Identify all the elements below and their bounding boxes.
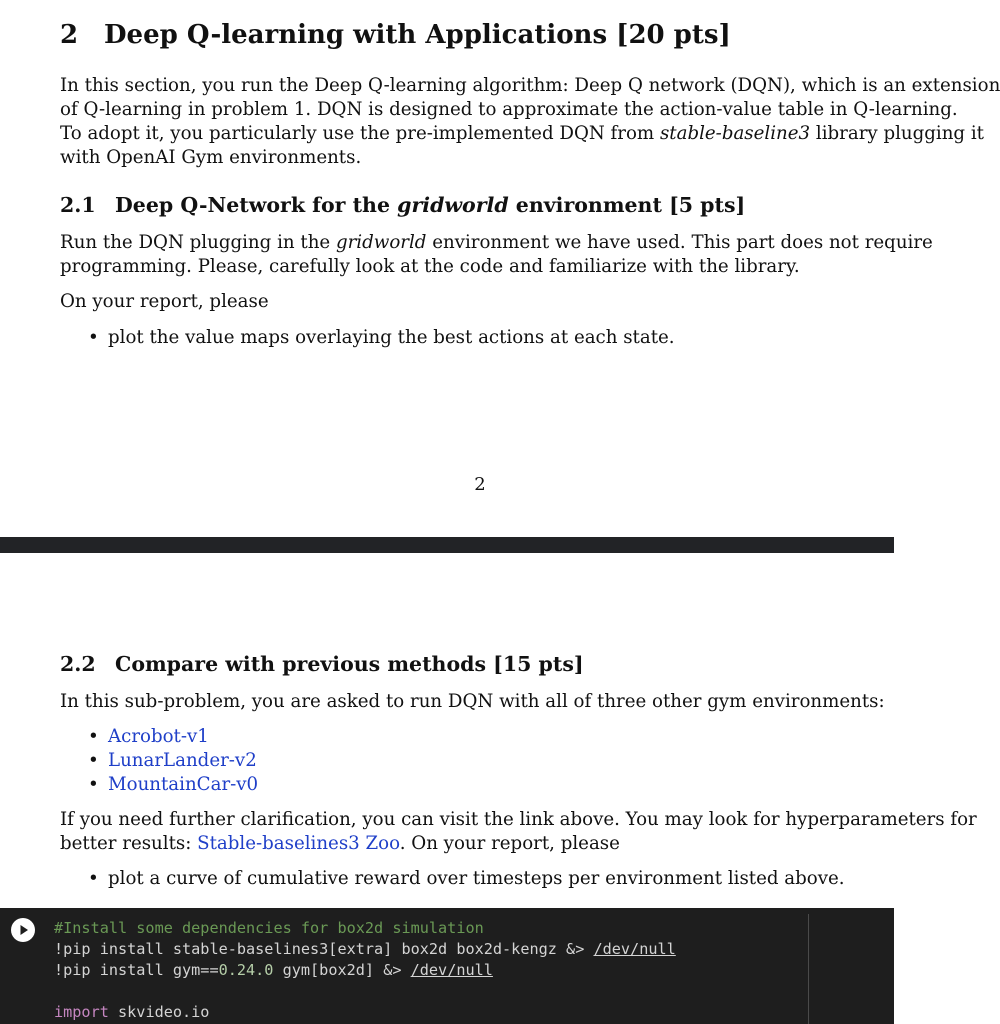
list-item-text: plot a curve of cumulative reward over timesteps per environment listed above. bbox=[108, 868, 845, 889]
list-item bbox=[88, 326, 675, 350]
text-span: better results: bbox=[60, 833, 198, 854]
section-2-heading bbox=[60, 20, 731, 50]
page-divider bbox=[0, 537, 894, 553]
section-2-1-heading bbox=[60, 193, 745, 217]
section-number: 2 bbox=[60, 20, 79, 50]
list-item-text: plot the value maps overlaying the best actions at each state. bbox=[108, 327, 675, 348]
list-item bbox=[88, 773, 258, 797]
section-title: Deep Q-learning with Applications [20 pts] bbox=[104, 20, 731, 50]
play-icon bbox=[11, 918, 35, 942]
code-line-3[interactable] bbox=[54, 960, 493, 981]
code-text: skvideo.io bbox=[108, 1003, 210, 1021]
text-span: To adopt it, you particularly use the pre-implemented DQN from bbox=[60, 123, 660, 144]
list-item bbox=[88, 725, 209, 749]
text-span: Run the DQN plugging in the bbox=[60, 232, 336, 253]
subsection-title: Compare with previous methods [15 pts] bbox=[115, 652, 584, 676]
section-2-intro-line-4: with OpenAI Gym environments. bbox=[60, 147, 362, 168]
code-text: gym[box2d] &> bbox=[273, 961, 411, 979]
text-span: environment we have used. This part does not require bbox=[426, 232, 933, 253]
text-span: library plugging it bbox=[810, 123, 984, 144]
list-item bbox=[88, 749, 257, 773]
bullet-dot-icon: • bbox=[88, 726, 99, 747]
bullet-dot-icon: • bbox=[88, 774, 99, 795]
section-2-2-heading bbox=[60, 652, 584, 676]
document-page-3 bbox=[0, 553, 977, 908]
clarify-line-2 bbox=[60, 832, 620, 856]
report-intro: On your report, please bbox=[60, 291, 269, 312]
clarify-line-1: If you need further clarification, you can visit the link above. You may look for hyperparameters for bbox=[60, 809, 977, 830]
list-item bbox=[88, 867, 845, 891]
lunarlander-link[interactable]: LunarLander-v2 bbox=[108, 750, 257, 771]
code-cell-scrollbar[interactable] bbox=[808, 914, 809, 1024]
acrobot-link[interactable]: Acrobot-v1 bbox=[108, 726, 209, 747]
text-span: Deep Q-Network for the bbox=[115, 193, 398, 217]
page-number: 2 bbox=[474, 474, 486, 495]
library-name: stable-baseline3 bbox=[659, 123, 811, 144]
section-2-1-body-line-2: programming. Please, carefully look at the code and familiarize with the library. bbox=[60, 256, 800, 277]
section-2-intro-line-3 bbox=[60, 122, 984, 146]
run-cell-button[interactable] bbox=[11, 918, 35, 942]
bullet-dot-icon: • bbox=[88, 750, 99, 771]
code-keyword: import bbox=[54, 1003, 109, 1021]
bullet-dot-icon: • bbox=[88, 868, 99, 889]
subsection-number: 2.1 bbox=[60, 193, 96, 217]
code-line-1[interactable] bbox=[54, 918, 484, 939]
code-number: 0.24.0 bbox=[218, 961, 274, 979]
mountaincar-link[interactable]: MountainCar-v0 bbox=[108, 774, 259, 795]
code-path: /dev/null bbox=[593, 940, 676, 958]
section-2-2-intro: In this sub-problem, you are asked to run DQN with all of three other gym environments: bbox=[60, 691, 885, 712]
section-2-1-body-line-1 bbox=[60, 231, 933, 255]
code-line-2[interactable] bbox=[54, 939, 676, 960]
code-path: /dev/null bbox=[410, 961, 493, 979]
section-2-intro-line-2: of Q-learning in problem 1. DQN is designed to approximate the action-value table in Q-learning. bbox=[60, 99, 958, 120]
text-span: environment [5 pts] bbox=[508, 193, 746, 217]
env-name: gridworld bbox=[397, 193, 509, 217]
env-name: gridworld bbox=[335, 232, 427, 253]
code-comment: #Install some dependencies for box2d simulation bbox=[54, 919, 484, 937]
subsection-number: 2.2 bbox=[60, 652, 96, 676]
code-line-5[interactable] bbox=[54, 1002, 209, 1023]
section-2-intro-line-1: In this section, you run the Deep Q-learning algorithm: Deep Q network (DQN), which is an extension bbox=[60, 75, 1000, 96]
code-text: !pip install stable-baselines3[extra] box2d box2d-kengz &> bbox=[54, 940, 594, 958]
sb3-zoo-link[interactable]: Stable-baselines3 Zoo bbox=[197, 833, 400, 854]
code-text: !pip install gym== bbox=[54, 961, 219, 979]
text-span: . On your report, please bbox=[399, 833, 620, 854]
bullet-dot-icon: • bbox=[88, 327, 99, 348]
